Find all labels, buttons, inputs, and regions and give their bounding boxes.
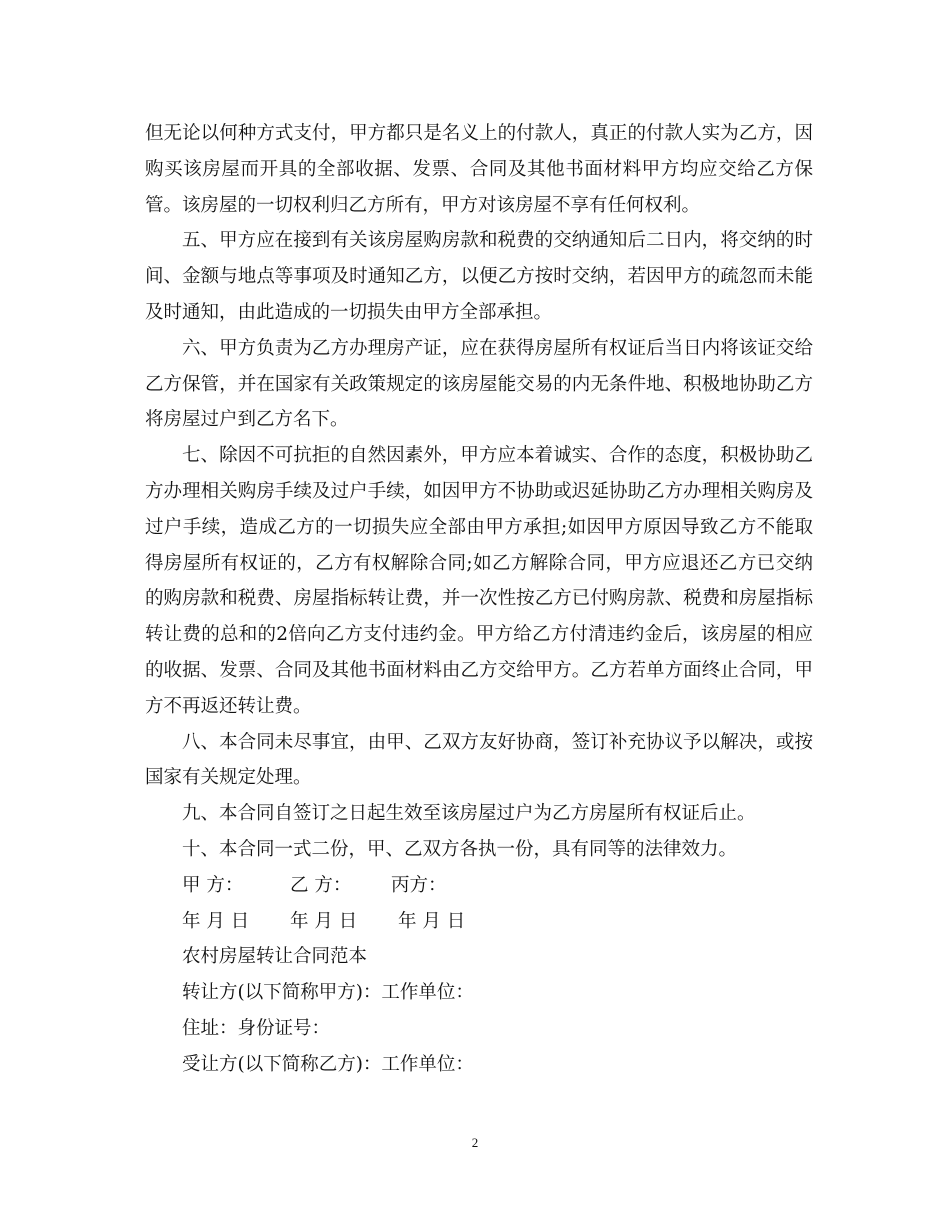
transferee-line: 受让方(以下简称乙方)：工作单位： xyxy=(182,1053,474,1075)
clause-6-paragraph: 六、甲方负责为乙方办理房产证，应在获得房屋所有权证后当日内将该证交给乙方保管，并在国家有关政策规定的该房屋能交易的内无条件地、积极地协助乙方将房屋过户到乙方名下。 xyxy=(145,337,813,431)
clause-10-paragraph: 十、本合同一式二份，甲、乙双方各执一份，具有同等的法律效力。 xyxy=(182,838,738,860)
contract-body xyxy=(145,116,813,1083)
date-b-label: 年 月 日 xyxy=(290,910,358,932)
clause-7-paragraph: 七、除因不可抗拒的自然因素外，甲方应本着诚实、合作的态度，积极协助乙方办理相关购房手续及过户手续，如因甲方不协助或迟延协助乙方办理相关购房及过户手续，造成乙方的一切损失应全部由甲方承担;如因甲方原因导致乙方不能取得房屋所有权证的，乙方有权解除合同;如乙方解除合同，甲方应退还乙方已交纳的购房款和税费、房屋指标转让费，并一次性按乙方已付购房款、税费和房屋指标转让费的总和的2倍向乙方支付违约金。甲方给乙方付清违约金后，该房屋的相应的收据、发票、合同及其他书面材料由乙方交给甲方。乙方若单方面终止合同，甲方不再返还转让费。 xyxy=(145,445,813,717)
date-a-label: 年 月 日 xyxy=(182,910,250,932)
signature-parties-row xyxy=(145,868,813,904)
clause-paragraph-continuation: 但无论以何种方式支付，甲方都只是名义上的付款人，真正的付款人实为乙方，因购买该房屋而开具的全部收据、发票、合同及其他书面材料甲方均应交给乙方保管。该房屋的一切权利归乙方所有，甲方对该房屋不享有任何权利。 xyxy=(145,123,813,216)
clause-9-paragraph: 九、本合同自签订之日起生效至该房屋过户为乙方房屋所有权证后止。 xyxy=(182,803,756,825)
clause-8-paragraph: 八、本合同未尽事宜，由甲、乙双方友好协商，签订补充协议予以解决，或按国家有关规定处理。 xyxy=(145,731,813,789)
party-c-label: 丙方： xyxy=(391,874,447,896)
date-c-label: 年 月 日 xyxy=(398,910,466,932)
page-number: 2 xyxy=(471,1135,479,1150)
address-line: 住址：身份证号： xyxy=(182,1017,331,1039)
party-b-label: 乙 方： xyxy=(290,874,352,896)
clause-5-paragraph: 五、甲方应在接到有关该房屋购房款和税费的交纳通知后二日内，将交纳的时间、金额与地点等事项及时通知乙方，以便乙方按时交纳，若因甲方的疏忽而未能及时通知，由此造成的一切损失由甲方全部承担。 xyxy=(145,230,813,323)
transferor-line: 转让方(以下简称甲方)：工作单位： xyxy=(182,982,474,1004)
signature-dates-row xyxy=(145,904,813,940)
party-a-label: 甲 方： xyxy=(182,874,244,896)
template-title: 农村房屋转让合同范本 xyxy=(182,946,368,968)
